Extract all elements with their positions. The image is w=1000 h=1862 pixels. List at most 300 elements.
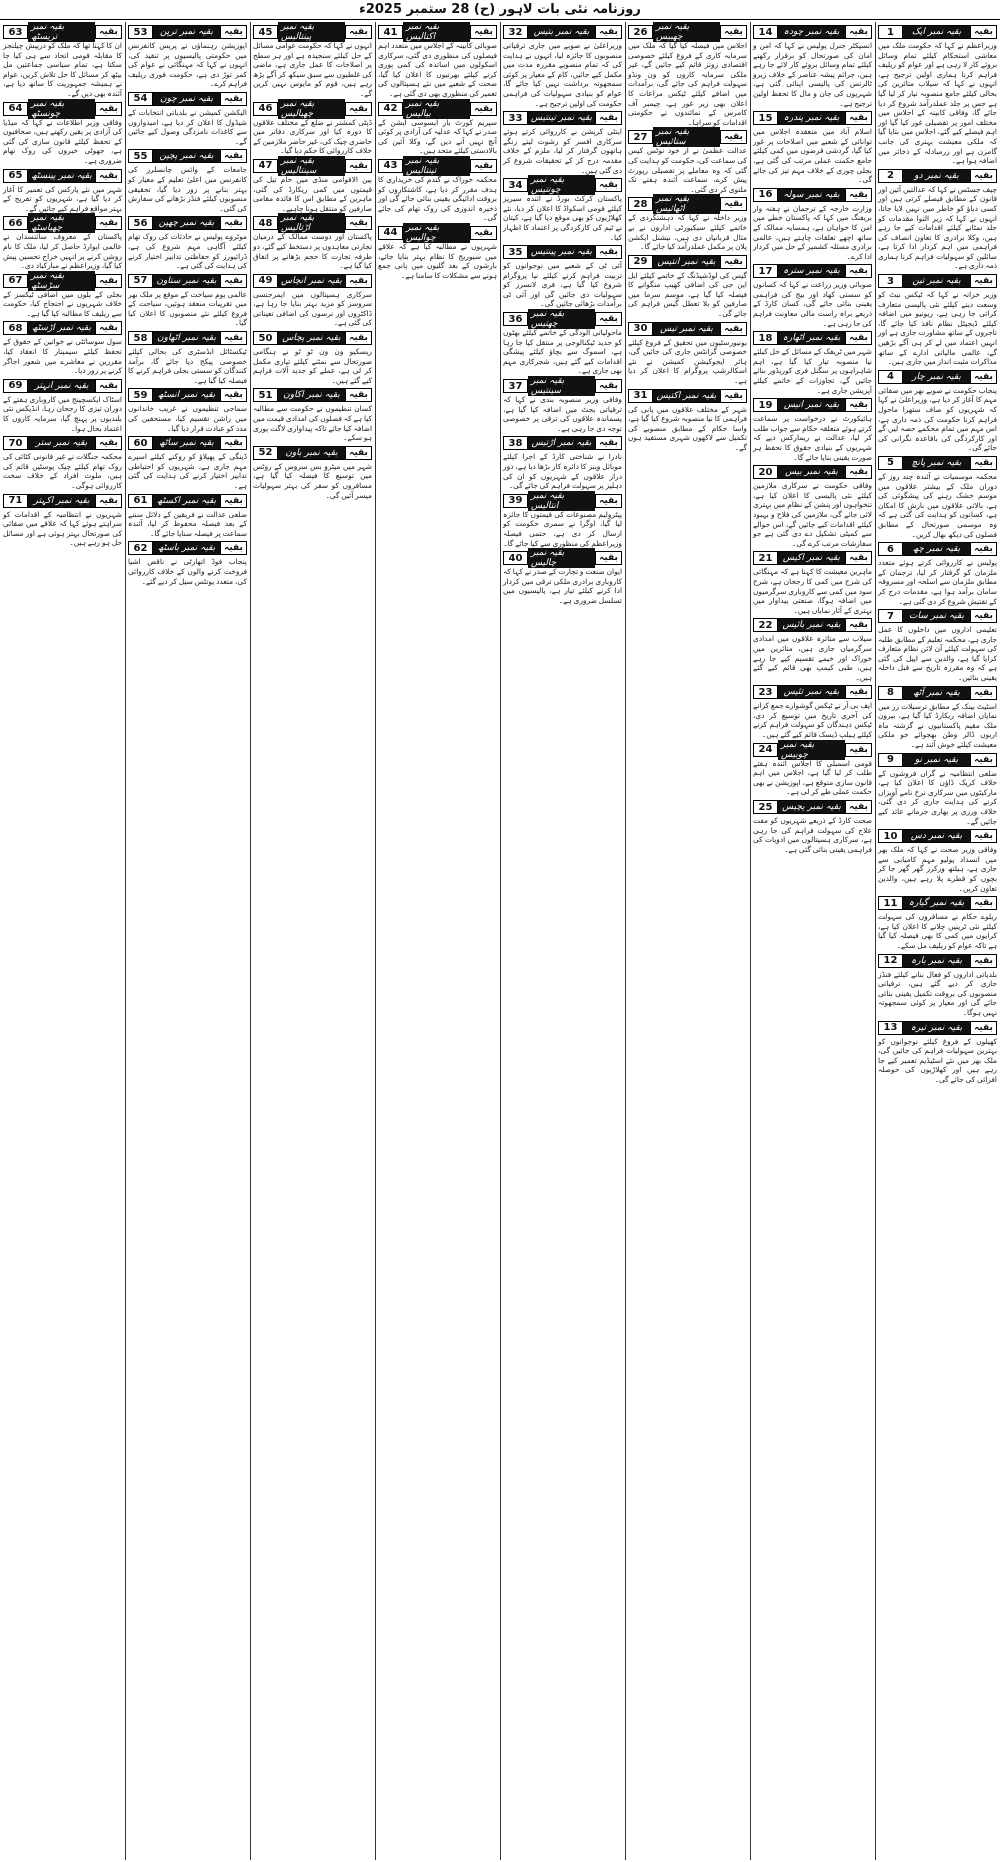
section-label: بقیہ bbox=[95, 495, 121, 507]
section-label: بقیہ bbox=[845, 112, 871, 124]
section-number: 67 bbox=[4, 275, 28, 287]
section-header bbox=[878, 370, 997, 384]
section-body: ضلعی عدالت نے فریقین کے دلائل سننے کے بعد فیصلہ محفوظ کر لیا، آئندہ سماعت پر فیصلہ سنایا جائے گا۔ bbox=[128, 509, 247, 538]
section-header bbox=[753, 264, 872, 278]
continuation-section bbox=[878, 686, 997, 750]
column-8 bbox=[0, 22, 125, 1860]
masthead bbox=[0, 0, 1000, 20]
section-title: بقیہ نمبر ستائیس bbox=[653, 127, 720, 147]
continuation-section bbox=[878, 829, 997, 893]
section-label: بقیہ bbox=[95, 380, 121, 392]
section-title-bar bbox=[528, 548, 595, 569]
section-label: بقیہ bbox=[345, 389, 371, 401]
section-body: ضلعی انتظامیہ نے گراں فروشوں کے خلاف کریک ڈاؤن کا اعلان کیا ہے، مارکیٹوں میں سرکاری نرخ نامے آویزاں کرنے کی ہدایت جاری کر دی گئی، خلاف ورزی پر بھاری جرمانے عائد کیے جائیں گے۔ bbox=[878, 768, 997, 826]
section-title-bar bbox=[903, 275, 970, 287]
section-title-bar bbox=[903, 955, 970, 967]
section-title-bar bbox=[28, 322, 95, 334]
section-body: کسان تنظیموں نے حکومت سے مطالبہ کیا ہے کہ فصلوں کی امدادی قیمت میں اضافہ کیا جائے تاکہ پیداواری لاگت پوری ہو سکے۔ bbox=[253, 404, 372, 443]
section-header bbox=[878, 896, 997, 910]
section-title: بقیہ نمبر بارہ bbox=[908, 956, 965, 966]
section-number: 5 bbox=[879, 457, 903, 469]
continuation-section bbox=[3, 169, 122, 214]
section-number: 29 bbox=[629, 256, 653, 268]
section-title-bar bbox=[153, 26, 220, 38]
section-number: 53 bbox=[129, 26, 153, 38]
section-label: بقیہ bbox=[970, 170, 996, 182]
section-label: بقیہ bbox=[720, 323, 746, 335]
section-label: بقیہ bbox=[220, 26, 246, 38]
section-label: بقیہ bbox=[470, 160, 496, 172]
section-label: بقیہ bbox=[95, 217, 121, 229]
section-header bbox=[253, 22, 372, 42]
continuation-section bbox=[253, 274, 372, 328]
section-body: اجلاس میں فیصلہ کیا گیا کہ ملک میں سرمایہ کاری کے فروغ کیلئے خصوصی اقتصادی زونز قائم کیے جائیں گے، غیر ملکی سرمایہ کاروں کو ون ونڈو سہولت فراہم کی جائے گی، برآمدات میں اضافے کیلئے ٹیکس مراعات کا اعلان بھی زیر غور ہے، چیمبر آف کامرس کے نمائندوں نے حکومتی اقدامات کو سراہا۔ bbox=[628, 41, 747, 127]
continuation-section bbox=[128, 274, 247, 328]
section-body: سپریم کورٹ بار ایسوسی ایشن کے صدر نے کہا کہ عدلیہ کی آزادی پر کوئی آنچ نہیں آنے دیں گے، وکلا آئین کی بالادستی کیلئے متحد ہیں۔ bbox=[378, 117, 497, 156]
section-number: 4 bbox=[879, 371, 903, 383]
section-number: 58 bbox=[129, 332, 153, 344]
section-header bbox=[503, 548, 622, 569]
section-title-bar bbox=[778, 552, 845, 564]
section-header bbox=[878, 542, 997, 556]
section-number: 39 bbox=[504, 495, 528, 507]
section-label: بقیہ bbox=[845, 265, 871, 277]
section-title-bar bbox=[778, 332, 845, 344]
section-title: بقیہ نمبر بیس bbox=[782, 467, 841, 477]
section-title: بقیہ نمبر انتالیس bbox=[528, 491, 595, 511]
section-title-bar bbox=[28, 213, 95, 234]
continuation-section bbox=[128, 216, 247, 270]
section-title-bar bbox=[653, 22, 720, 42]
section-number: 6 bbox=[879, 543, 903, 555]
section-header bbox=[378, 155, 497, 176]
section-title: بقیہ نمبر انہتر bbox=[31, 381, 91, 391]
section-title: بقیہ نمبر انتیس bbox=[654, 257, 718, 267]
section-title-bar bbox=[528, 437, 595, 449]
section-body: تعلیمی اداروں میں داخلوں کا عمل جاری ہے، محکمہ تعلیم کے مطابق طلبہ کی سہولت کیلئے آن لائن نظام متعارف کرایا گیا ہے، والدین سے اپیل کی گئی ہے کہ وہ مقررہ تاریخ سے قبل داخلہ یقینی بنائیں۔ bbox=[878, 625, 997, 683]
section-header bbox=[878, 609, 997, 623]
section-header bbox=[253, 446, 372, 460]
continuation-section bbox=[878, 753, 997, 827]
section-header bbox=[753, 551, 872, 565]
section-label: بقیہ bbox=[845, 619, 871, 631]
section-title-bar bbox=[28, 380, 95, 392]
continuation-section bbox=[878, 896, 997, 950]
continuation-section bbox=[253, 388, 372, 442]
section-body: سرکاری ہسپتالوں میں ایمرجنسی سروسز کو مزید بہتر بنایا جا رہا ہے، ڈاکٹروں اور نرسوں کی اضافی تعیناتی کی گئی ہے۔ bbox=[253, 289, 372, 328]
continuation-section bbox=[3, 213, 122, 271]
section-number: 18 bbox=[754, 332, 778, 344]
section-body: شہریوں نے انتظامیہ کے اقدامات کو سراہتے ہوئے کہا کہ علاقے میں صفائی کی صورتحال بہتر ہوئی ہے اور مسائل حل ہو رہے ہیں۔ bbox=[3, 509, 122, 548]
section-body: محکمہ جنگلات نے غیر قانونی کٹائی کی روک تھام کیلئے چیک پوسٹیں قائم کی ہیں، ملوث افراد کے خلاف سخت کارروائی ہوگی۔ bbox=[3, 452, 122, 490]
section-title: بقیہ نمبر ایک bbox=[909, 27, 964, 37]
continuation-section bbox=[753, 465, 872, 548]
continuation-section bbox=[378, 222, 497, 280]
continuation-section bbox=[3, 22, 122, 99]
column-rule bbox=[875, 22, 876, 1860]
section-number: 13 bbox=[879, 1022, 903, 1034]
section-body: آئی ٹی کے شعبے میں نوجوانوں کو تربیت فراہم کرنے کیلئے نیا پروگرام شروع کیا گیا ہے، فری لانسرز کو سہولیات دی جائیں گی اور آئی ٹی برآمدات بڑھائی جائیں گی۔ bbox=[503, 261, 622, 309]
section-title: بقیہ نمبر انچاس bbox=[278, 276, 345, 286]
section-title: بقیہ نمبر اکہتر bbox=[31, 496, 93, 506]
section-header bbox=[753, 331, 872, 345]
section-number: 22 bbox=[754, 619, 778, 631]
section-body: محکمہ خوراک نے گندم کی خریداری کا ہدف مقرر کر دیا ہے، کاشتکاروں کو بروقت ادائیگی یقینی بنائی جائے گی اور ذخیرہ اندوزی کی روک تھام کی جائے گی۔ bbox=[378, 174, 497, 223]
section-title: بقیہ نمبر آٹھ bbox=[910, 688, 963, 698]
column-rule bbox=[500, 22, 501, 1860]
section-header bbox=[128, 216, 247, 230]
section-body: اپوزیشن رہنماؤں نے پریس کانفرنس میں حکومتی پالیسیوں پر تنقید کی، انہوں نے کہا کہ مہنگائی نے عوام کی کمر توڑ دی ہے، حکومت فوری ریلیف فراہم کرے۔ bbox=[128, 41, 247, 89]
section-label: بقیہ bbox=[95, 103, 121, 115]
section-header bbox=[3, 494, 122, 508]
section-title-bar bbox=[278, 155, 345, 176]
section-body: صوبائی وزیر زراعت نے کہا کہ کسانوں کو سستی کھاد اور بیج کی فراہمی یقینی بنائی جائے گی، کسان کارڈ کے ذریعے براہ راست مالی معاونت فراہم کی جا رہی ہے۔ bbox=[753, 280, 872, 328]
section-label: بقیہ bbox=[595, 313, 621, 325]
section-label: بقیہ bbox=[470, 26, 496, 38]
section-title: بقیہ نمبر چالیس bbox=[528, 548, 595, 568]
section-label: بقیہ bbox=[720, 390, 746, 402]
section-title: بقیہ نمبر اڑتالیس bbox=[278, 213, 345, 233]
section-header bbox=[378, 98, 497, 119]
continuation-section bbox=[753, 25, 872, 108]
section-title-bar bbox=[778, 265, 845, 277]
section-label: بقیہ bbox=[95, 437, 121, 449]
section-body: وفاقی حکومت نے سرکاری ملازمین کیلئے نئی پالیسی کا اعلان کیا ہے، تنخواہوں اور پنشن کے نظام میں بہتری لائی جائے گی، ملازمین کی فلاح و بہبود کیلئے اقدامات کیے جائیں گے، اس حوالے سے کمیٹی تشکیل دے دی گئی ہے جو سفارشات مرتب کرے گی۔ bbox=[753, 481, 872, 548]
section-title: بقیہ نمبر اٹھارہ bbox=[780, 333, 844, 343]
section-label: بقیہ bbox=[595, 246, 621, 258]
section-label: بقیہ bbox=[345, 217, 371, 229]
section-title: بقیہ نمبر نو bbox=[912, 755, 961, 765]
section-body: بلدیاتی اداروں کو فعال بنانے کیلئے فنڈز جاری کر دیے گئے ہیں، ترقیاتی منصوبوں کی بروقت تکمیل یقینی بنائی جائے گی اور معیار پر کوئی سمجھوتہ نہیں ہوگا۔ bbox=[878, 969, 997, 1017]
section-label: بقیہ bbox=[845, 801, 871, 813]
section-title: بقیہ نمبر پینتالیس bbox=[278, 22, 345, 42]
continuation-section bbox=[503, 245, 622, 309]
continuation-section bbox=[503, 25, 622, 108]
section-body: وزیراعلیٰ نے صوبے میں جاری ترقیاتی منصوبوں کا جائزہ لیا، انہوں نے ہدایت کی کہ تمام منصوبے مقررہ مدت میں مکمل کیے جائیں، کام کے معیار پر کوئی سمجھوتہ برداشت نہیں کیا جائے گا، عوام کو بنیادی سہولیات کی فراہمی حکومت کی اولین ترجیح ہے۔ bbox=[503, 41, 622, 108]
section-body: سول سوسائٹی نے خواتین کے حقوق کے تحفظ کیلئے سیمینار کا انعقاد کیا، مقررین نے معاشرے میں شعور اجاگر کرنے پر زور دیا۔ bbox=[3, 337, 122, 376]
section-number: 47 bbox=[254, 160, 278, 172]
section-body: پنجاب فوڈ اتھارٹی نے ناقص اشیا فروخت کرنے والوں کے خلاف کارروائی کی، متعدد یونٹس سیل کر دیے گئے۔ bbox=[128, 557, 247, 586]
section-header bbox=[128, 274, 247, 288]
section-title-bar bbox=[653, 194, 720, 215]
section-label: بقیہ bbox=[595, 380, 621, 392]
section-title: بقیہ نمبر چھبیس bbox=[653, 22, 720, 42]
section-number: 71 bbox=[4, 495, 28, 507]
continuation-section bbox=[878, 954, 997, 1018]
section-body: موٹروے پولیس نے حادثات کی روک تھام کیلئے آگاہی مہم شروع کی ہے، ڈرائیورز کو حفاظتی تدابیر اختیار کرنے کی ہدایت کی گئی ہے۔ bbox=[128, 232, 247, 271]
section-number: 17 bbox=[754, 265, 778, 277]
section-header bbox=[503, 376, 622, 397]
section-title: بقیہ نمبر سینتالیس bbox=[278, 156, 345, 176]
section-body: وزارت خارجہ کے ترجمان نے ہفتہ وار بریفنگ میں کہا کہ پاکستان خطے میں امن کا خواہاں ہے، ہمسایہ ممالک کے ساتھ اچھے تعلقات چاہتے ہیں، عالمی برادری مسئلہ کشمیر کے حل میں کردار ادا کرے۔ bbox=[753, 203, 872, 261]
section-number: 59 bbox=[129, 389, 153, 401]
column-rule bbox=[250, 22, 251, 1860]
continuation-section bbox=[753, 398, 872, 462]
continuation-section bbox=[128, 388, 247, 433]
section-title-bar bbox=[153, 150, 220, 162]
section-title-bar bbox=[153, 217, 220, 229]
section-body: قومی اسمبلی کا اجلاس آئندہ ہفتے طلب کر لیا گیا ہے، اجلاس میں اہم قانون سازی متوقع ہے، اپوزیشن نے بھی حکمت عملی طے کر لی ہے۔ bbox=[753, 758, 872, 797]
section-body: سیلاب سے متاثرہ علاقوں میں امدادی سرگرمیاں جاری ہیں، متاثرین میں خوراک اور خیمے تقسیم کیے جا رہے ہیں، طبی کیمپ بھی قائم کیے گئے ہیں۔ bbox=[753, 634, 872, 682]
section-title: بقیہ نمبر ترپن bbox=[157, 27, 216, 37]
section-label: بقیہ bbox=[220, 275, 246, 287]
section-label: بقیہ bbox=[95, 170, 121, 182]
section-label: بقیہ bbox=[220, 495, 246, 507]
section-title-bar bbox=[903, 687, 970, 699]
continuation-section bbox=[753, 685, 872, 739]
continuation-section bbox=[503, 548, 622, 605]
section-label: بقیہ bbox=[845, 552, 871, 564]
section-body: ریلوے حکام نے مسافروں کی سہولت کیلئے نئی ٹرینیں چلانے کا اعلان کیا ہے، کرایوں میں کمی کا بھی فیصلہ کیا گیا ہے تاکہ عوام کو ریلیف مل سکے۔ bbox=[878, 912, 997, 950]
section-label: بقیہ bbox=[595, 179, 621, 191]
section-body: اسٹیٹ بینک کے مطابق ترسیلات زر میں نمایاں اضافہ ریکارڈ کیا گیا ہے، بیرون ملک مقیم پاکستانیوں نے گزشتہ ماہ اربوں ڈالر وطن بھجوائے جو ملکی معیشت کیلئے خوش آئند ہے۔ bbox=[878, 701, 997, 750]
section-body: جامعات کے وائس چانسلرز کی کانفرنس میں اعلیٰ تعلیم کے معیار کو بہتر بنانے پر زور دیا گیا، تحقیقی منصوبوں کیلئے فنڈز بڑھانے کی سفارش کی گئی۔ bbox=[128, 165, 247, 213]
section-title: بقیہ نمبر اکیس bbox=[780, 553, 843, 563]
section-number: 11 bbox=[879, 897, 903, 909]
section-header bbox=[628, 389, 747, 403]
section-header bbox=[128, 331, 247, 345]
section-title-bar bbox=[403, 22, 470, 42]
section-body: ایف بی آر نے ٹیکس گوشوارے جمع کرانے کی آخری تاریخ میں توسیع کر دی، ٹیکس دہندگان کو سہولت فراہم کرنے کیلئے ہیلپ ڈیسک قائم کیے گئے ہیں۔ bbox=[753, 701, 872, 740]
section-body: وزیر داخلہ نے کہا کہ دہشتگردی کے خاتمے کیلئے سیکیورٹی اداروں نے بے مثال قربانیاں دی ہیں، نیشنل ایکشن پلان پر مکمل عملدرآمد کیا جائے گا۔ bbox=[628, 213, 747, 252]
section-body: ہائیکورٹ نے درخواست پر سماعت کرتے ہوئے متعلقہ حکام سے جواب طلب کر لیا، عدالت نے ریمارکس دیے کہ شہریوں کے بنیادی حقوق کا تحفظ ہر صورت یقینی بنایا جائے گا۔ bbox=[753, 414, 872, 462]
section-number: 43 bbox=[379, 160, 403, 172]
section-header bbox=[878, 954, 997, 968]
section-title: بقیہ نمبر اڑسٹھ bbox=[29, 323, 94, 333]
continuation-section bbox=[878, 609, 997, 683]
section-header bbox=[3, 169, 122, 183]
section-body: وزیراعظم نے کہا کہ حکومت ملک میں معاشی استحکام کیلئے تمام وسائل بروئے کار لا رہی ہے اور عوام کو ریلیف فراہم کرنا ہماری اولین ترجیح ہے، انہوں نے کہا کہ سیلاب متاثرین کی بحالی کیلئے جامع منصوبہ تیار کر لیا گیا ہے جس پر جلد عملدرآمد شروع کر دیا جائے گا، وفاقی کابینہ کے اجلاس میں مختلف امور پر تفصیلی غور کیا گیا اور اہم فیصلے کیے گئے، اجلاس میں بتایا گیا کہ ملکی معیشت بہتری کی جانب گامزن ہے اور زرمبادلہ کے ذخائر میں اضافہ ہوا ہے۔ bbox=[878, 41, 997, 166]
continuation-section bbox=[753, 618, 872, 682]
section-body: عالمی یوم سیاحت کے موقع پر ملک بھر میں تقریبات منعقد ہوئیں، سیاحت کے فروغ کیلئے نئے منصوبوں کا اعلان کیا گیا۔ bbox=[128, 289, 247, 328]
section-number: 38 bbox=[504, 437, 528, 449]
section-header bbox=[3, 270, 122, 291]
section-title-bar bbox=[28, 495, 95, 507]
section-label: بقیہ bbox=[220, 389, 246, 401]
continuation-section bbox=[753, 188, 872, 262]
section-label: بقیہ bbox=[95, 275, 121, 287]
section-title-bar bbox=[528, 376, 595, 397]
section-number: 24 bbox=[754, 744, 778, 756]
section-body: ایوان صنعت و تجارت کے صدر نے کہا کہ کاروباری برادری ملکی ترقی میں کردار ادا کرنے کیلئے تیار ہے، پالیسیوں میں تسلسل ضروری ہے۔ bbox=[503, 567, 622, 605]
section-number: 50 bbox=[254, 332, 278, 344]
continuation-section bbox=[128, 494, 247, 539]
section-title-bar bbox=[778, 466, 845, 478]
section-title-bar bbox=[528, 490, 595, 511]
section-title: بقیہ نمبر بتیس bbox=[531, 27, 593, 37]
section-body: شہر میں میٹرو بس سروس کے روٹس میں توسیع کا فیصلہ کیا گیا ہے، مسافروں کو سفر کی بہتر سہولیات میسر آئیں گی۔ bbox=[253, 461, 372, 500]
section-header bbox=[253, 331, 372, 345]
section-number: 35 bbox=[504, 246, 528, 258]
section-header bbox=[878, 753, 997, 767]
section-label: بقیہ bbox=[845, 744, 871, 756]
section-body: پاکستان کرکٹ بورڈ نے آئندہ سیریز کیلئے قومی اسکواڈ کا اعلان کر دیا، نئے کھلاڑیوں کو بھی موقع دیا گیا ہے، کپتان نے ٹیم کی کارکردگی پر اعتماد کا اظہار کیا۔ bbox=[503, 194, 622, 242]
section-title: بقیہ نمبر چون bbox=[157, 94, 216, 104]
section-title-bar bbox=[278, 213, 345, 234]
column-2 bbox=[750, 22, 875, 1860]
section-number: 1 bbox=[879, 26, 903, 38]
section-title-bar bbox=[528, 26, 595, 38]
section-body: گیس کی لوڈشیڈنگ کے خاتمے کیلئے ایل این جی کی اضافی کھیپ منگوانے کا فیصلہ کیا گیا ہے، موسم سرما میں صارفین کو بلا تعطل گیس فراہم کی جائے گی۔ bbox=[628, 270, 747, 319]
section-title: بقیہ نمبر اکسٹھ bbox=[154, 496, 219, 506]
section-title: بقیہ نمبر پینتیس bbox=[528, 247, 595, 257]
section-number: 28 bbox=[629, 198, 653, 210]
section-body: چیف جسٹس نے کہا کہ عدالتیں آئین اور قانون کے مطابق فیصلے کرتی ہیں اور کسی دباؤ کو خاطر میں نہیں لایا جاتا، انہوں نے کہا کہ زیر التوا مقدمات کو جلد نمٹانے کیلئے اقدامات کیے جا رہے ہیں، وکلا برادری کا تعاون انصاف کی فراہمی میں اہم کردار ادا کرتا ہے، سائلین کو سہولیات فراہم کرنا ہماری ذمہ داری ہے۔ bbox=[878, 184, 997, 271]
section-label: بقیہ bbox=[720, 26, 746, 38]
section-title: بقیہ نمبر اٹھاون bbox=[154, 333, 219, 343]
section-number: 25 bbox=[754, 801, 778, 813]
continuation-section bbox=[128, 92, 247, 146]
continuation-section bbox=[128, 331, 247, 385]
section-title: بقیہ نمبر تیس bbox=[657, 324, 716, 334]
section-title-bar bbox=[153, 495, 220, 507]
section-header bbox=[378, 22, 497, 42]
section-label: بقیہ bbox=[970, 610, 996, 622]
continuation-section bbox=[253, 446, 372, 500]
column-1 bbox=[875, 22, 1000, 1860]
section-number: 3 bbox=[879, 275, 903, 287]
section-header bbox=[503, 309, 622, 330]
section-number: 26 bbox=[629, 26, 653, 38]
section-body: وفاقی وزیر صحت نے کہا کہ ملک بھر میں انسداد پولیو مہم کامیابی سے جاری ہے، ہیلتھ ورکرز گھر گھر جا کر بچوں کو قطرے پلا رہے ہیں، والدین تعاون کریں۔ bbox=[878, 845, 997, 893]
column-6 bbox=[250, 22, 375, 1860]
section-number: 16 bbox=[754, 189, 778, 201]
section-title: بقیہ نمبر ساٹھ bbox=[156, 438, 217, 448]
section-label: بقیہ bbox=[595, 437, 621, 449]
section-title-bar bbox=[653, 127, 720, 148]
section-body: صحت کارڈ کے ذریعے شہریوں کو مفت علاج کی سہولت فراہم کی جا رہی ہے، سرکاری ہسپتالوں میں ادویات کی فراہمی یقینی بنائی گئی ہے۔ bbox=[753, 816, 872, 854]
section-number: 44 bbox=[379, 227, 403, 239]
section-number: 42 bbox=[379, 103, 403, 115]
section-label: بقیہ bbox=[220, 93, 246, 105]
section-body: ڈینگی کے پھیلاؤ کو روکنے کیلئے اسپرے مہم جاری ہے، شہریوں کو احتیاطی تدابیر اختیار کرنے کی ہدایت کی گئی ہے۔ bbox=[128, 452, 247, 490]
continuation-section bbox=[628, 194, 747, 252]
section-title: بقیہ نمبر اکتیس bbox=[654, 391, 720, 401]
section-title-bar bbox=[403, 98, 470, 119]
section-number: 65 bbox=[4, 170, 28, 182]
section-title-bar bbox=[778, 686, 845, 698]
continuation-section bbox=[253, 155, 372, 213]
section-title: بقیہ نمبر بیالیس bbox=[403, 99, 470, 119]
section-title-bar bbox=[403, 155, 470, 176]
section-number: 51 bbox=[254, 389, 278, 401]
section-body: اسلام آباد میں منعقدہ اجلاس میں توانائی کے شعبے میں اصلاحات پر غور کیا گیا، گردشی قرضوں میں کمی کیلئے جامع حکمت عملی مرتب کی گئی ہے، بجلی چوری کے خلاف مہم تیز کی جائے گی۔ bbox=[753, 127, 872, 185]
section-title: بقیہ نمبر چونتیس bbox=[528, 175, 595, 195]
section-number: 19 bbox=[754, 399, 778, 411]
section-title: بقیہ نمبر پچاس bbox=[279, 333, 343, 343]
section-body: شہر کے مختلف علاقوں میں پانی کی فراہمی کا نیا منصوبہ شروع کیا گیا ہے، واسا حکام کے مطابق منصوبے کی تکمیل سے لاکھوں شہری مستفید ہوں گے۔ bbox=[628, 404, 747, 452]
section-header bbox=[628, 127, 747, 148]
section-body: صوبائی کابینہ کے اجلاس میں متعدد اہم فیصلوں کی منظوری دی گئی، سرکاری اسکولوں میں اساتذہ کی کمی پوری کرنے کیلئے بھرتیوں کا اعلان کیا گیا، صحت کے شعبے میں نئے ہسپتالوں کی تعمیر کی منظوری بھی دی گئی ہے۔ bbox=[378, 41, 497, 98]
continuation-section bbox=[3, 494, 122, 548]
continuation-section bbox=[753, 264, 872, 328]
section-body: شہر میں ٹریفک کے مسائل کے حل کیلئے نیا منصوبہ تیار کیا گیا ہے، اہم شاہراہوں پر سگنل فری کوریڈور بنائے جائیں گے، تجاوزات کے خاتمے کیلئے آپریشن جاری ہے۔ bbox=[753, 347, 872, 395]
column-rule bbox=[125, 22, 126, 1860]
section-title-bar bbox=[528, 175, 595, 196]
section-number: 68 bbox=[4, 322, 28, 334]
section-body: پنجاب حکومت نے صوبے بھر میں صفائی مہم کا آغاز کر دیا ہے، وزیراعلیٰ نے کہا کہ شہریوں کو صاف ستھرا ماحول فراہم کرنا حکومت کی ذمہ داری ہے، اس مہم میں تمام محکمے حصہ لیں گے اور کارکردگی کی باقاعدہ نگرانی کی جائے گی۔ bbox=[878, 385, 997, 453]
section-title: بقیہ نمبر سولہ bbox=[780, 190, 842, 200]
section-title-bar bbox=[153, 389, 220, 401]
section-body: اسٹاک ایکسچینج میں کاروباری ہفتے کے دوران تیزی کا رجحان رہا، انڈیکس نئی بلندیوں پر پہنچ گیا، سرمایہ کاروں کا اعتماد بحال ہوا۔ bbox=[3, 394, 122, 433]
section-header bbox=[253, 388, 372, 402]
section-title-bar bbox=[28, 98, 95, 119]
section-label: بقیہ bbox=[970, 830, 996, 842]
section-title: بقیہ نمبر چوالیس bbox=[403, 223, 470, 243]
section-number: 10 bbox=[879, 830, 903, 842]
section-title-bar bbox=[278, 447, 345, 459]
section-number: 8 bbox=[879, 687, 903, 699]
section-header bbox=[253, 155, 372, 176]
section-header bbox=[3, 22, 122, 42]
section-title-bar bbox=[903, 754, 970, 766]
section-number: 54 bbox=[129, 93, 153, 105]
section-title: بقیہ نمبر چونسٹھ bbox=[28, 99, 95, 119]
section-number: 14 bbox=[754, 26, 778, 38]
section-header bbox=[128, 25, 247, 39]
section-label: بقیہ bbox=[220, 217, 246, 229]
section-number: 20 bbox=[754, 466, 778, 478]
section-title: بقیہ نمبر تینتیس bbox=[528, 113, 595, 123]
continuation-section bbox=[628, 389, 747, 453]
section-number: 2 bbox=[879, 170, 903, 182]
section-title-bar bbox=[778, 189, 845, 201]
section-header bbox=[128, 388, 247, 402]
section-title-bar bbox=[153, 275, 220, 287]
section-label: بقیہ bbox=[470, 103, 496, 115]
continuation-section bbox=[753, 551, 872, 615]
section-number: 41 bbox=[379, 26, 403, 38]
section-title: بقیہ نمبر چھیالیس bbox=[278, 99, 345, 119]
section-header bbox=[128, 541, 247, 555]
section-label: بقیہ bbox=[970, 754, 996, 766]
section-label: بقیہ bbox=[970, 687, 996, 699]
section-body: بین الاقوامی منڈی میں خام تیل کی قیمتوں میں کمی ریکارڈ کی گئی، ماہرین کے مطابق اس کا فائدہ مقامی صارفین کو منتقل ہونا چاہیے۔ bbox=[253, 174, 372, 213]
section-title: بقیہ نمبر پینسٹھ bbox=[28, 171, 95, 181]
section-label: بقیہ bbox=[220, 542, 246, 554]
section-title: بقیہ نمبر تئیس bbox=[781, 687, 843, 697]
continuation-section bbox=[378, 155, 497, 223]
masthead-text: روزنامہ نئی بات لاہور (ح) 28 ستمبر 2025ء bbox=[359, 2, 641, 17]
section-title-bar bbox=[778, 801, 845, 813]
section-label: بقیہ bbox=[345, 103, 371, 115]
continuation-section bbox=[628, 22, 747, 127]
section-number: 46 bbox=[254, 103, 278, 115]
section-number: 21 bbox=[754, 552, 778, 564]
section-title-bar bbox=[278, 275, 345, 287]
continuation-section bbox=[378, 98, 497, 156]
section-header bbox=[503, 25, 622, 39]
section-label: بقیہ bbox=[95, 26, 121, 38]
section-title-bar bbox=[278, 22, 345, 42]
continuation-section bbox=[628, 322, 747, 386]
section-body: پاکستان اور دوست ممالک کے درمیان تجارتی معاہدوں پر دستخط کیے گئے، دو طرفہ تجارت کا حجم بڑھانے پر اتفاق کیا گیا ہے۔ bbox=[253, 232, 372, 271]
section-title-bar bbox=[903, 371, 970, 383]
section-number: 60 bbox=[129, 437, 153, 449]
section-body: شہریوں نے مطالبہ کیا ہے کہ علاقے میں سیوریج کا نظام بہتر بنایا جائے، بارشوں کے بعد گلیوں میں پانی جمع ہونے سے مشکلات کا سامنا ہے۔ bbox=[378, 241, 497, 280]
section-number: 9 bbox=[879, 754, 903, 766]
section-header bbox=[878, 274, 997, 288]
section-title-bar bbox=[778, 739, 845, 760]
section-label: بقیہ bbox=[595, 112, 621, 124]
continuation-section bbox=[253, 22, 372, 99]
section-header bbox=[128, 494, 247, 508]
section-title-bar bbox=[28, 270, 95, 291]
section-title-bar bbox=[903, 26, 970, 38]
section-label: بقیہ bbox=[970, 275, 996, 287]
section-label: بقیہ bbox=[345, 160, 371, 172]
section-label: بقیہ bbox=[845, 26, 871, 38]
